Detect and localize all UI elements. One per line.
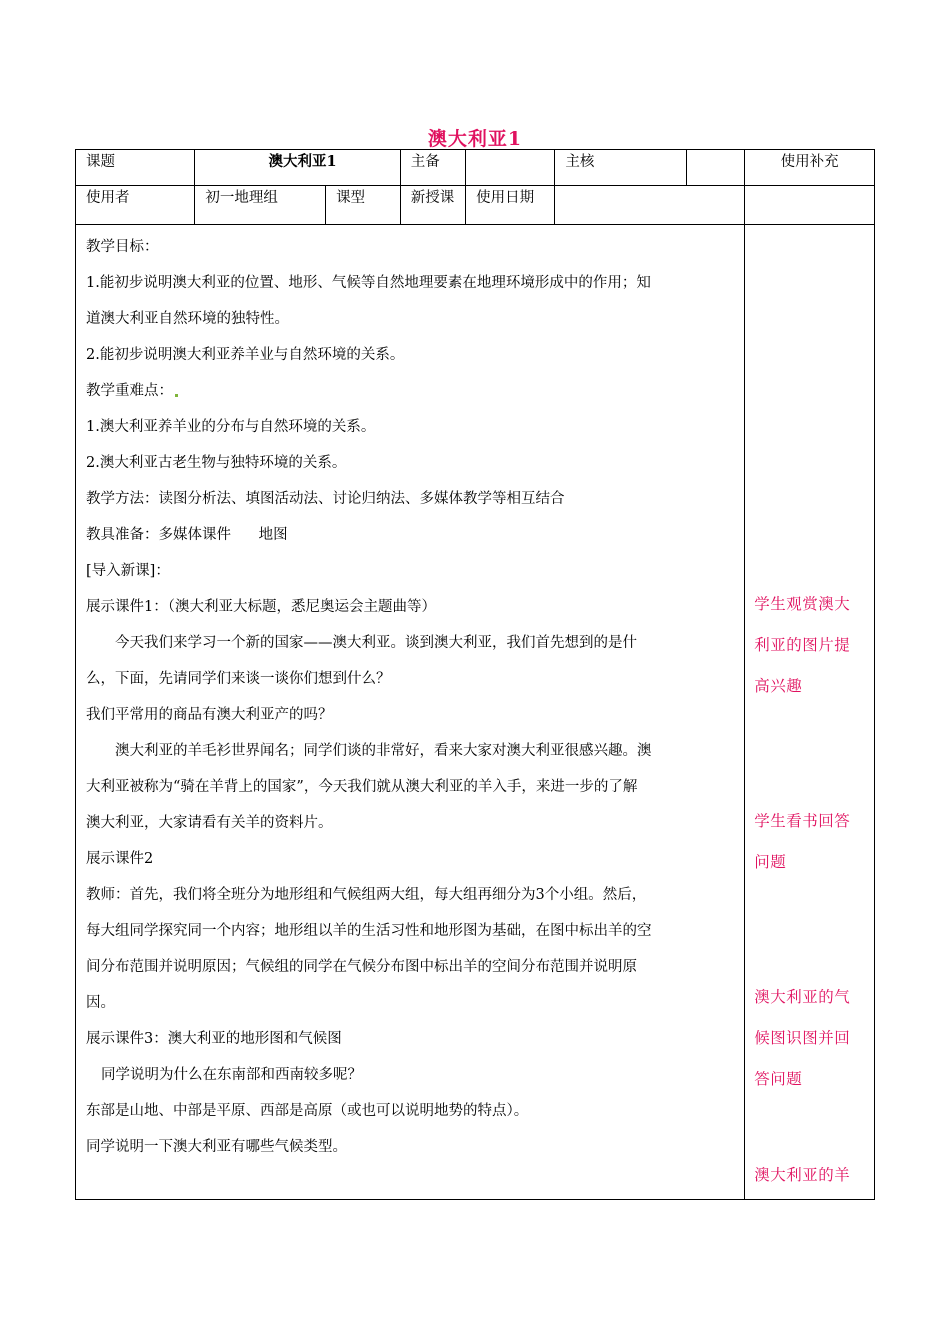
content-line: 2.能初步说明澳大利亚养羊业与自然环境的关系。 <box>86 347 405 363</box>
content-line: 教师：首先，我们将全班分为地形组和气候组两大组，每大组再细分为3个小组。然后， <box>86 887 647 903</box>
side-note-2: 学生看书回答问题 <box>754 812 851 871</box>
content-line: 教学目标： <box>86 239 159 255</box>
document-title: 澳大利亚1 <box>427 128 523 150</box>
content-row <box>76 225 875 1200</box>
type-value: 新授课 <box>400 186 465 225</box>
content-line: 教具准备：多媒体课件 地图 <box>86 527 288 543</box>
supplement-empty <box>745 186 875 225</box>
speck-mark <box>175 394 178 397</box>
content-line: 展示课件1：（澳大利亚大标题，悉尼奥运会主题曲等） <box>86 599 436 615</box>
reviewer-label: 主核 <box>555 150 687 186</box>
content-line: 同学说明为什么在东南部和西南较多呢？ <box>101 1067 362 1083</box>
content-line: 1.能初步说明澳大利亚的位置、地形、气候等自然地理要素在地理环境形成中的作用；知 <box>86 275 651 291</box>
content-line: 澳大利亚，大家请看有关羊的资料片。 <box>86 815 333 831</box>
header-row-2 <box>76 186 875 225</box>
side-note-3: 澳大利亚的气候图识图并回答问题 <box>754 988 851 1088</box>
content-line <box>86 373 744 409</box>
supplement-column <box>745 225 875 1200</box>
teaching-content <box>76 225 745 1200</box>
date-label: 使用日期 <box>466 186 555 225</box>
content-line: 澳大利亚的羊毛衫世界闻名；同学们谈的非常好，看来大家对澳大利亚很感兴趣。澳 <box>115 743 652 759</box>
content-line: 教学方法：读图分析法、填图活动法、讨论归纳法、多媒体教学等相互结合 <box>86 491 565 507</box>
preparer-label: 主备 <box>400 150 465 186</box>
content-line: 大利亚被称为“骑在羊背上的国家”，今天我们就从澳大利亚的羊入手，来进一步的了解 <box>86 779 638 795</box>
content-line: 我们平常用的商品有澳大利亚产的吗？ <box>86 707 333 723</box>
side-note-1: 学生观赏澳大利亚的图片提高兴趣 <box>754 595 851 695</box>
content-line: 东部是山地、中部是平原、西部是高原（或也可以说明地势的特点）。 <box>86 1103 529 1119</box>
date-value <box>555 186 745 225</box>
reviewer-value <box>687 150 745 186</box>
user-value: 初一地理组 <box>195 186 326 225</box>
content-line: 每大组同学探究同一个内容；地形组以羊的生活习性和地形图为基础，在图中标出羊的空 <box>86 923 652 939</box>
header-row-1 <box>76 150 875 186</box>
content-line: 展示课件2 <box>86 851 154 867</box>
content-line: 因。 <box>86 995 115 1011</box>
user-label: 使用者 <box>76 186 195 225</box>
side-note-4: 澳大利亚的羊 <box>754 1166 851 1184</box>
content-line: 间分布范围并说明原因；气候组的同学在气候分布图中标出羊的空间分布范围并说明原 <box>86 959 637 975</box>
content-line: 1.澳大利亚养羊业的分布与自然环境的关系。 <box>86 419 376 435</box>
content-line: 么，下面，先请同学们来谈一谈你们想到什么？ <box>86 671 391 687</box>
content-line: [导入新课]： <box>86 563 170 579</box>
supplement-label: 使用补充 <box>745 150 875 186</box>
content-line: 道澳大利亚自然环境的独特性。 <box>86 311 289 327</box>
lesson-plan-table <box>75 149 875 1200</box>
content-line: 今天我们来学习一个新的国家——澳大利亚。谈到澳大利亚，我们首先想到的是什 <box>115 635 637 651</box>
preparer-value <box>466 150 555 186</box>
content-line: 展示课件3：澳大利亚的地形图和气候图 <box>86 1031 342 1047</box>
type-label: 课型 <box>326 186 401 225</box>
teaching-content-text <box>86 229 744 1165</box>
topic-label: 课题 <box>76 150 195 186</box>
content-line-text: 教学重难点： <box>86 383 173 399</box>
content-line: 2.澳大利亚古老生物与独特环境的关系。 <box>86 455 347 471</box>
content-line: 同学说明一下澳大利亚有哪些气候类型。 <box>86 1139 347 1155</box>
topic-value: 澳大利亚1 <box>195 150 400 186</box>
